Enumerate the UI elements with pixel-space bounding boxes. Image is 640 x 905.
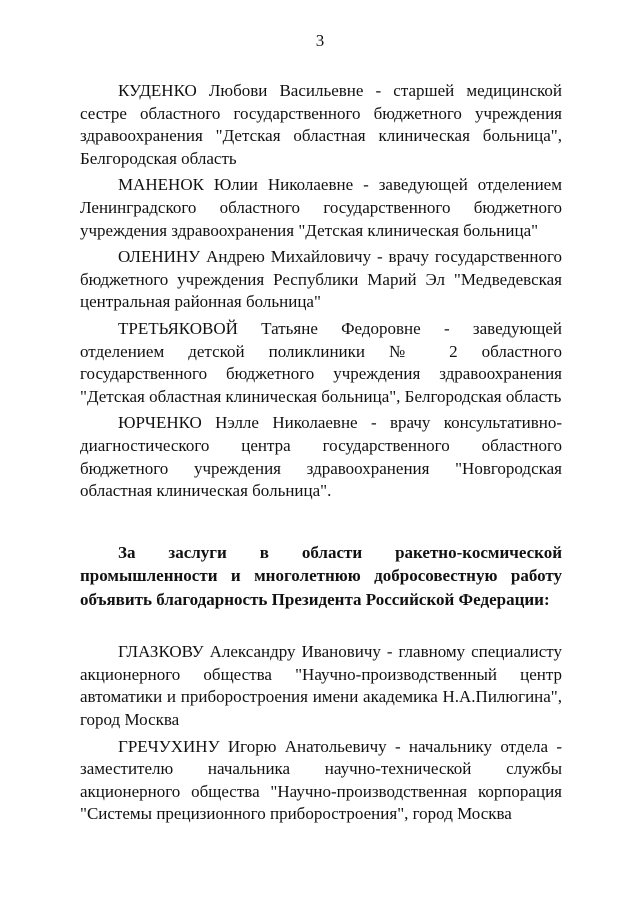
page-number: 3 xyxy=(315,31,325,50)
awardee-position: - заведующей отделением Ленинградского областного государственного бюджетного учреждения здравоохранения "Детская клиническая больница" xyxy=(80,175,562,240)
awardee-name: ТРЕТЬЯКОВОЙ Татьяне Федоровне xyxy=(118,318,421,338)
section-title: За заслуги в области ракетно-космической промышленности и многолетнюю добросовестную работу объявить благодарность Президента Российской Федерации: xyxy=(80,542,562,609)
awardee-name: МАНЕНОК Юлии Николаевне xyxy=(118,175,354,195)
awardee-name: КУДЕНКО Любови Васильевне xyxy=(118,81,364,100)
awardee-name: ГРЕЧУХИНУ Игорю Анатольевичу xyxy=(118,736,387,756)
award-entry xyxy=(80,318,562,408)
awardee-position: - главному специалисту акционерного общества "Научно-производственный центр автоматики и приборостроения имени академика Н.А.Пилюгина", город Москва xyxy=(80,642,562,729)
document-body xyxy=(80,80,562,830)
award-entry xyxy=(80,412,562,502)
award-entry xyxy=(80,174,562,242)
award-entry xyxy=(80,641,562,731)
awardee-name: ЮРЧЕНКО Нэлле Николаевне xyxy=(118,413,358,433)
awardee-name: ОЛЕНИНУ Андрею Михайловичу xyxy=(118,247,372,267)
awardee-position: - начальнику отдела - заместителю начальника научно-технической службы акционерного общества "Научно-производственная корпорация "Системы прецизионного приборостроения", город Москва xyxy=(80,736,563,824)
awardee-position: - заведующей отделением детской поликлиники № 2 областного государственного бюджетного учреждения здравоохранения "Детская областная клиническая больница", Белгородская область xyxy=(80,318,562,406)
awardee-position: - старшей медицинской сестре областного государственного бюджетного учреждения здравоохранения "Детская областная клиническая больница", Белгородская область xyxy=(80,81,562,168)
award-entry xyxy=(80,80,562,170)
award-entry xyxy=(80,736,562,826)
award-entry xyxy=(80,246,562,314)
awardee-name: ГЛАЗКОВУ Александру Ивановичу xyxy=(118,642,381,662)
awardee-position: - врачу государственного бюджетного учреждения Республики Марий Эл "Медведевская центральная районная больница" xyxy=(80,247,562,312)
awardee-position: - врачу консультативно-диагностического центра государственного областного бюджетного учреждения здравоохранения "Новгородская областная клиническая больница". xyxy=(80,413,562,501)
